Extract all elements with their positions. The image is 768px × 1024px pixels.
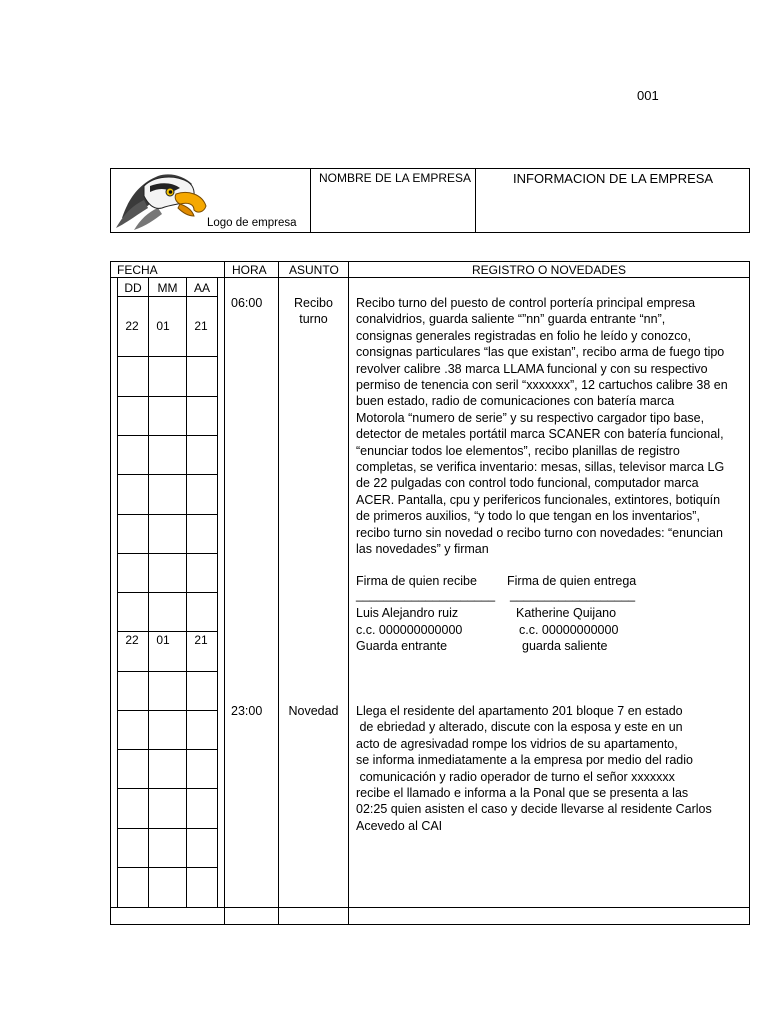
text-line: de primeros auxilios, “y todo lo que tengan en los inventarios”,	[356, 509, 700, 524]
entry-2-aa: 21	[194, 633, 208, 647]
column-header-hora: HORA	[232, 263, 267, 277]
text-line: acto de agresivadad rompe los vidrios de su apartamento,	[356, 736, 678, 751]
entry-1-dd: 22	[125, 319, 139, 333]
text-line: Acevedo al CAI	[356, 818, 443, 833]
entry-2-dd: 22	[125, 633, 139, 647]
giver-signature-line: __________________	[510, 588, 636, 602]
logo-label: Logo de empresa	[207, 217, 297, 229]
receiver-signature-line: ____________________	[356, 588, 496, 602]
giver-name: Katherine Quijano	[516, 606, 617, 620]
text-line: conalvidrios, guarda saliente “”nn” guarda entrante “nn”,	[356, 312, 666, 327]
entry-1-asunto-line2: turno	[299, 312, 328, 326]
text-line: completas, se verifica inventario: mesas, sillas, televisor marca LG	[356, 460, 725, 474]
text-line: las novedades” y firman	[356, 542, 489, 556]
text-line: permiso de tenencia con seril “xxxxxxx”, 12 cartuchos calibre 38 en	[356, 378, 728, 392]
text-line: 02:25 quien asisten el caso y decide llevarse al residente Carlos	[356, 802, 712, 817]
column-header-registro: REGISTRO O NOVEDADES	[471, 263, 627, 277]
subheader-mm: MM	[157, 281, 178, 295]
entry-2-mm: 01	[156, 633, 170, 647]
company-info: INFORMACION DE LA EMPRESA	[513, 171, 714, 186]
subheader-dd: DD	[124, 281, 142, 295]
entry-1-asunto-line1: Recibo	[294, 296, 333, 310]
receiver-name: Luis Alejandro ruiz	[356, 606, 459, 620]
subheader-aa: AA	[193, 281, 210, 295]
company-name: NOMBRE DE LA EMPRESA	[319, 171, 472, 185]
text-line: consignas generales registradas en folio he leído y conozco,	[356, 328, 691, 343]
entry-1-mm: 01	[156, 319, 170, 333]
text-line: se informa inmediatamente a la empresa por medio del radio	[356, 753, 693, 768]
text-line: comunicación y radio operador de turno el señor xxxxxxx	[356, 769, 675, 784]
entry-1-aa: 21	[194, 319, 208, 333]
giver-id: c.c. 00000000000	[519, 623, 619, 637]
text-line: “enunciar todos loe elementos”, recibo planillas de registro	[356, 443, 680, 458]
text-line: revolver calibre .38 marca LLAMA funcional y con su respectivo	[356, 361, 708, 376]
column-header-asunto: ASUNTO	[289, 263, 339, 277]
text-line: de ebriedad y alterado, discute con la esposa y este en un	[356, 720, 683, 735]
text-line: de 22 pulgadas con control todo funcional, computador marca	[356, 476, 699, 491]
page-number: 001	[637, 88, 659, 103]
text-line: Llega el residente del apartamento 201 bloque 7 en estado	[356, 704, 683, 718]
text-line: recibe el llamado e informa a la Ponal que se presenta a las	[356, 786, 689, 800]
entry-2-asunto-line1: Novedad	[288, 704, 339, 718]
text-line: recibo turno sin novedad o recibo turno con novedades: “enuncian	[356, 525, 723, 540]
text-line: ACER. Pantalla, cpu y perifericos funcionales, extintores, botiquín	[356, 492, 721, 507]
receiver-id: c.c. 000000000000	[356, 623, 463, 637]
column-header-fecha: FECHA	[117, 263, 158, 277]
giver-role: guarda saliente	[522, 639, 608, 653]
entry-1-hora: 06:00	[231, 296, 263, 310]
text-line: Recibo turno del puesto de control portería principal empresa	[356, 296, 696, 310]
entry-2-hora: 23:00	[231, 704, 263, 718]
text-line: buen estado, radio de comunicaciones con batería marca	[356, 394, 675, 409]
text-line: consignas particulares “las que existan”, recibo arma de fuego tipo	[356, 345, 725, 360]
giver-label: Firma de quien entrega	[507, 574, 637, 588]
receiver-label: Firma de quien recibe	[356, 574, 477, 588]
text-line: detector de metales portátil marca SCANER con batería funcional,	[356, 427, 724, 442]
text-line: Motorola “numero de serie” y su respectivo cargador tipo base,	[356, 410, 705, 425]
receiver-role: Guarda entrante	[356, 639, 448, 653]
eagle-logo-icon	[114, 170, 208, 230]
